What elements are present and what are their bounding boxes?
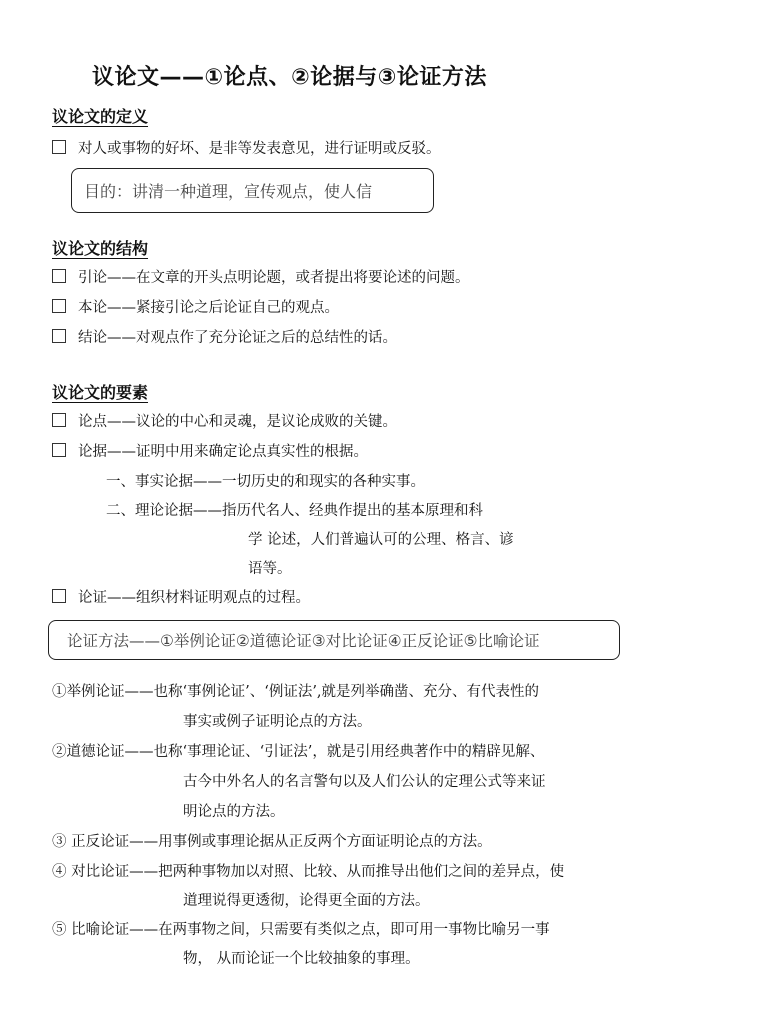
elements-item (52, 410, 397, 431)
checkbox[interactable] (52, 140, 66, 154)
purpose-text: 目的：讲清一种道理，宣传观点，使人信 (84, 182, 373, 201)
structure-item-text: 引论——在文章的开头点明论题，或者提出将要论述的问题。 (78, 270, 470, 286)
structure-item (52, 326, 397, 347)
method-line: ③ 正反论证——用事例或事理论据从正反两个方面证明论点的方法。 (52, 834, 492, 850)
evidence-text: 论据——证明中用来确定论点真实性的根据。 (78, 444, 368, 460)
methods-box-text: 论证方法——①举例论证②道德论证③对比论证④正反论证⑤比喻论证 (67, 632, 540, 650)
elements-item (52, 440, 368, 461)
structure-item (52, 296, 339, 317)
method-line: ①举例论证——也称‘事例论证’、‘例证法’,就是列举确凿、充分、有代表性的 (52, 684, 540, 700)
checkbox[interactable] (52, 329, 66, 343)
theory-evidence-cont: 语等。 (248, 561, 292, 577)
definition-heading: 议论文的定义 (52, 107, 149, 126)
structure-item-text: 结论——对观点作了充分论证之后的总结性的话。 (78, 330, 397, 346)
structure-item-text: 本论——紧接引论之后论证自己的观点。 (78, 300, 339, 316)
methods-box (48, 620, 620, 660)
method-line: 古今中外名人的名言警句以及人们公认的定理公式等来证 (183, 774, 546, 790)
structure-item (52, 266, 470, 287)
method-line: 事实或例子证明论点的方法。 (183, 714, 372, 730)
thesis-text: 论点——议论的中心和灵魂，是议论成败的关键。 (78, 414, 397, 430)
method-line: ⑤ 比喻论证——在两事物之间，只需要有类似之点，即可用一事物比喻另一事 (52, 922, 550, 938)
theory-evidence-cont: 学 论述，人们普遍认可的公理、格言、谚 (248, 532, 514, 548)
definition-text: 对人或事物的好坏、是非等发表意见，进行证明或反驳。 (78, 141, 441, 157)
checkbox[interactable] (52, 269, 66, 283)
checkbox[interactable] (52, 299, 66, 313)
theory-evidence: 二、理论论据——指历代名人、经典作提出的基本原理和科 (106, 503, 483, 519)
checkbox[interactable] (52, 413, 66, 427)
fact-evidence: 一、事实论据——一切历史的和现实的各种实事。 (106, 474, 425, 490)
elements-heading: 议论文的要素 (52, 383, 149, 402)
page-title: 议论文——①论点、②论据与③论证方法 (92, 65, 487, 90)
method-line: ④ 对比论证——把两种事物加以对照、比较、从而推导出他们之间的差异点，使 (52, 864, 565, 880)
elements-item (52, 586, 310, 607)
definition-item (52, 137, 441, 158)
structure-heading: 议论文的结构 (52, 239, 149, 258)
method-line: 物， 从而论证一个比较抽象的事理。 (183, 951, 420, 967)
checkbox[interactable] (52, 443, 66, 457)
method-line: 道理说得更透彻，论得更全面的方法。 (183, 893, 430, 909)
checkbox[interactable] (52, 589, 66, 603)
argument-text: 论证——组织材料证明观点的过程。 (78, 590, 310, 606)
method-line: 明论点的方法。 (183, 804, 285, 820)
method-line: ②道德论证——也称‘事理论证、‘引证法’，就是引用经典著作中的精辟见解、 (52, 744, 545, 760)
purpose-box (71, 168, 434, 213)
